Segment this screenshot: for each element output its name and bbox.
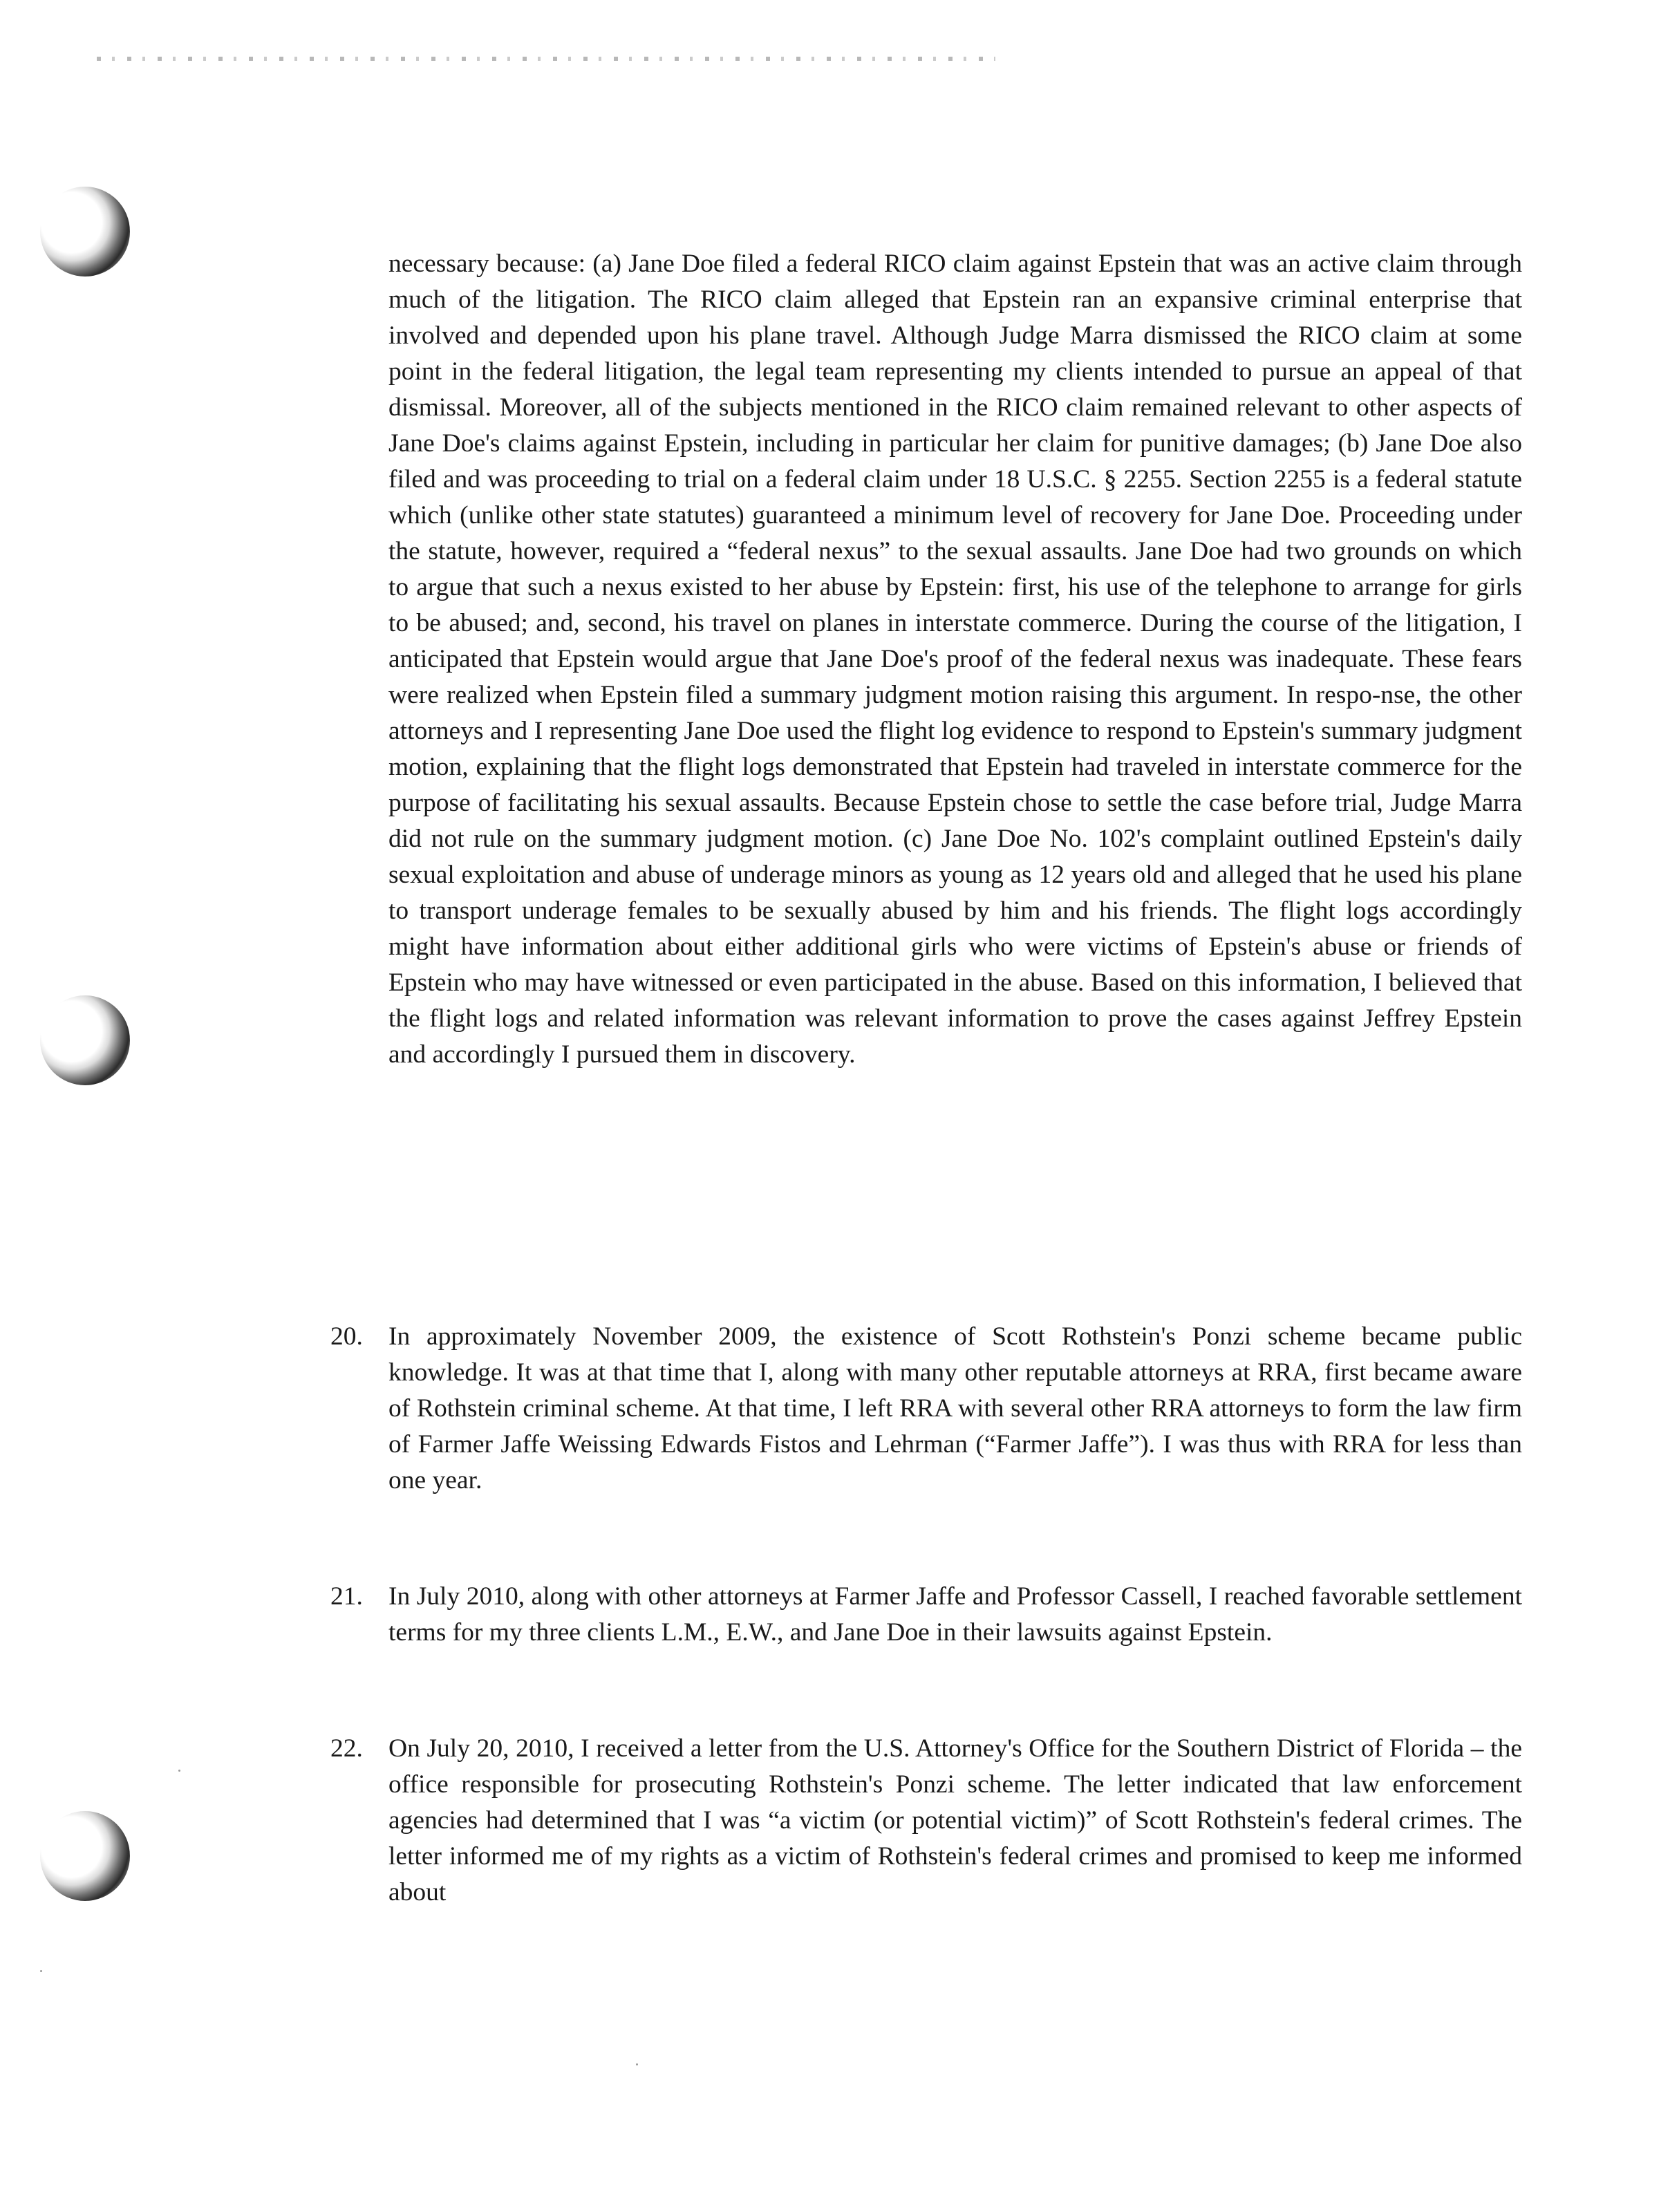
paragraph-number: 22. [330, 1734, 363, 1763]
scan-artifact-line [97, 57, 995, 61]
numbered-paragraph-22 [330, 1731, 1522, 1911]
paragraph-text: On July 20, 2010, I received a letter from the U.S. Attorney's Office for the Southern District of Florida – the office responsible for prosecuting Rothstein's Ponzi scheme. The letter indicated that law enforcement agencies had determined that I was “a victim (or potential victim)” of Scott Rothstein's federal crimes. The letter informed me of my rights as a victim of Rothstein's federal crimes and promised to keep me informed about [388, 1734, 1522, 1906]
continuation-paragraph: necessary because: (a) Jane Doe filed a federal RICO claim against Epstein that was an active claim through much of the litigation. The RICO claim alleged that Epstein ran an expansive criminal enterprise that involved and depended upon his plane travel. Although Judge Marra dismissed the RICO claim at some point in the federal litigation, the legal team representing my clients intended to pursue an appeal of that dismissal. Moreover, all of the subjects mentioned in the RICO claim remained relevant to other aspects of Jane Doe's claims against Epstein, including in particular her claim for punitive damages; (b) Jane Doe also filed and was proceeding to trial on a federal claim under 18 U.S.C. § 2255. Section 2255 is a federal statute which (unlike other state statutes) guaranteed a minimum level of recovery for Jane Doe. Proceeding under the statute, however, required a “federal nexus” to the sexual assaults. Jane Doe had two grounds on which to argue that such a nexus existed to her abuse by Epstein: first, his use of the telephone to arrange for girls to be abused; and, second, his travel on planes in interstate commerce. During the course of the litigation, I anticipated that Epstein would argue that Jane Doe's proof of the federal nexus was inadequate. These fears were realized when Epstein filed a summary judgment motion raising this argument. In respo-nse, the other attorneys and I representing Jane Doe used the flight log evidence to respond to Epstein's summary judgment motion, explaining that the flight logs demonstrated that Epstein had traveled in interstate commerce for the purpose of facilitating his sexual assaults. Because Epstein chose to settle the case before trial, Judge Marra did not rule on the summary judgment motion. (c) Jane Doe No. 102's complaint outlined Epstein's daily sexual exploitation and abuse of underage minors as young as 12 years old and alleged that he used his plane to transport underage females to be sexually abused by him and his friends. The flight logs accordingly might have information about either additional girls who were victims of Epstein's abuse or friends of Epstein who may have witnessed or even participated in the abuse. Based on this information, I believed that the flight logs and related information was relevant information to prove the cases against Jeffrey Epstein and accordingly I pursued them in discovery. [388, 250, 1522, 1069]
numbered-paragraph-21 [330, 1579, 1522, 1651]
scan-speck [636, 2063, 638, 2065]
punch-hole-middle [40, 995, 130, 1085]
paragraph-text: In July 2010, along with other attorneys at Farmer Jaffe and Professor Cassell, I reached favorable settlement terms for my three clients L.M., E.W., and Jane Doe in their lawsuits against Epstein. [388, 1582, 1522, 1647]
punch-hole-top [40, 187, 130, 276]
paragraph-number: 20. [330, 1322, 363, 1351]
scan-speck [178, 1770, 180, 1772]
paragraph-number: 21. [330, 1582, 363, 1611]
scan-speck [40, 1970, 42, 1972]
punch-hole-bottom [40, 1811, 130, 1901]
numbered-paragraph-20 [330, 1319, 1522, 1499]
paragraph-text: In approximately November 2009, the existence of Scott Rothstein's Ponzi scheme became public knowledge. It was at that time that I, along with many other reputable attorneys at RRA, first became aware of Rothstein criminal scheme. At that time, I left RRA with several other RRA attorneys to form the law firm of Farmer Jaffe Weissing Edwards Fistos and Lehrman (“Farmer Jaffe”). I was thus with RRA for less than one year. [388, 1322, 1522, 1494]
